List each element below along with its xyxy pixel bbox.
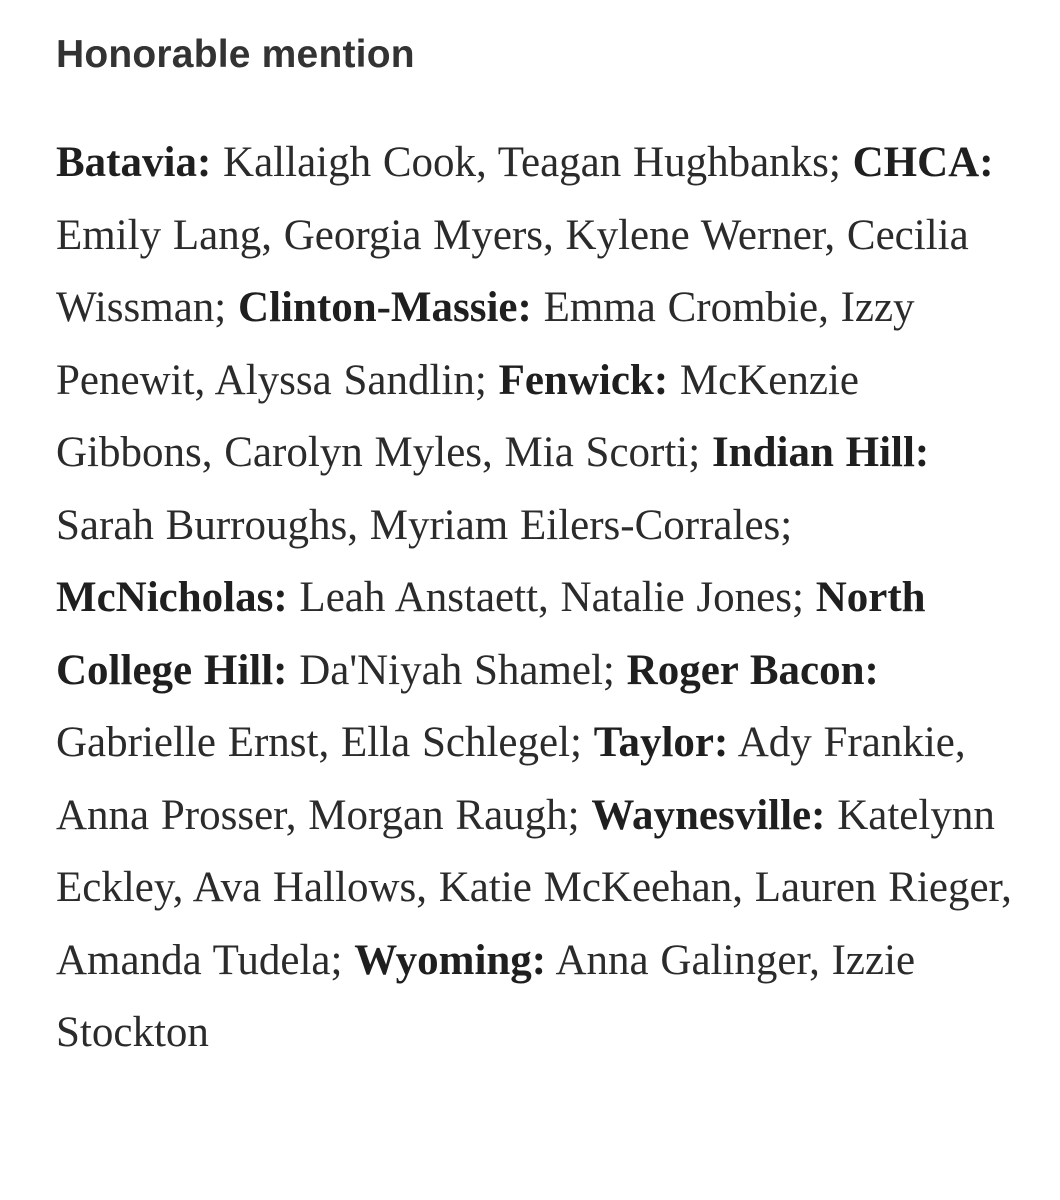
entry-batavia <box>56 139 853 186</box>
school-name: CHCA: <box>852 139 994 186</box>
school-name: Waynesville: <box>591 791 826 839</box>
school-name: Indian Hill: <box>711 429 930 476</box>
player-names: Anna Galinger, Izzie Stockton <box>56 936 916 1056</box>
player-names: Leah Anstaett, Natalie Jones; <box>287 574 816 621</box>
player-names: Katelynn Eckley, Ava Hallows, Katie McKeehan, Lauren Rieger, Amanda Tudela; <box>56 791 1012 984</box>
school-name: Clinton-Massie: <box>238 284 532 331</box>
player-names: Da'Niyah Shamel; <box>287 646 627 694</box>
school-name: North College Hill: <box>56 574 926 694</box>
article <box>56 0 1016 1070</box>
player-names: Ady Frankie, Anna Prosser, Morgan Raugh; <box>56 719 966 839</box>
school-name: Roger Bacon: <box>626 646 879 694</box>
entry-mcnicholas <box>56 574 816 621</box>
player-names: Sarah Burroughs, Myriam Eilers-Corrales; <box>56 501 793 549</box>
school-name: Wyoming: <box>354 936 547 984</box>
player-names: Emma Crombie, Izzy Penewit, Alyssa Sandlin; <box>56 284 915 404</box>
player-names: McKenzie Gibbons, Carolyn Myles, Mia Scorti; <box>56 356 859 476</box>
section-heading: Honorable mention <box>56 33 415 76</box>
honorable-mention-list <box>56 127 1016 1070</box>
player-names: Kallaigh Cook, Teagan Hughbanks; <box>211 139 853 186</box>
player-names: Emily Lang, Georgia Myers, Kylene Werner, Cecilia Wissman; <box>56 211 969 331</box>
school-name: McNicholas: <box>56 574 288 621</box>
school-name: Batavia: <box>56 139 212 186</box>
player-names: Gabrielle Ernst, Ella Schlegel; <box>56 719 594 766</box>
school-name: Fenwick: <box>498 356 669 404</box>
school-name: Taylor: <box>593 719 729 766</box>
